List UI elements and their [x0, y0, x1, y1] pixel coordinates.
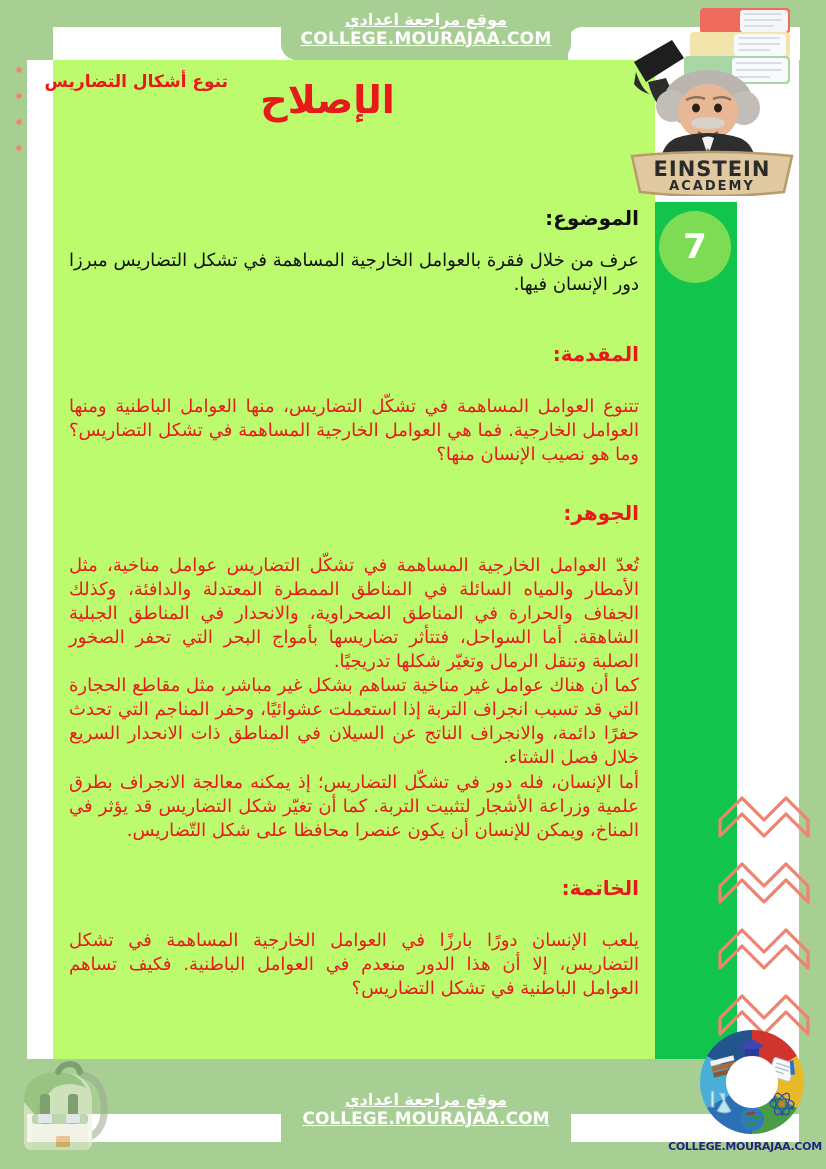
- chevron-decoration: [718, 782, 814, 1050]
- header-brand-url[interactable]: COLLEGE.MOURAJAA.COM: [300, 28, 552, 49]
- page-subtitle: تنوع أشكال التضاريس: [44, 72, 228, 92]
- exercise-number-badge: [659, 211, 731, 283]
- section-heading-introduction: المقدمة:: [552, 342, 639, 367]
- section-text-core-3: أما الإنسان، فله دور في تشكّل التضاريس؛ إذ يمكنه معالجة الانجراف بطرق علمية وزراعة الأشجار لتثبيت التربة. كما أن تغيّر شكل التضاريس قد يؤثر في المناخ، ويمكن للإنسان أن يكون عنصرا محافظا على شكل التّضاريس.: [69, 771, 639, 841]
- section-text-topic: عرف من خلال فقرة بالعوامل الخارجية المساهمة في تشكل التضاريس مبرزا دور الإنسان فيها.: [69, 250, 639, 296]
- header-brand-arabic: موقع مراجعة اعدادي: [344, 10, 508, 30]
- section-text-conclusion: يلعب الإنسان دورًا بارزًا في العوامل الخارجية المساهمة في تشكل التضاريس، إلا أن هذا الدور منعدم في العوامل الباطنية. فكيف تساهم العوامل الباطنية في تشكل التضاريس؟: [69, 929, 639, 1000]
- section-text-core-2: كما أن هناك عوامل غير مناخية تساهم بشكل غير مباشر، مثل مقاطع الحجارة التي قد تسبب انجراف التربة إذا استعملت عشوائيًا، وحفر المناجم التي تحدث حفرًا دائمة، والانجراف الناتج عن السيلان في المناطق ذات الانحدار السريع خلال فصل الشتاء.: [69, 675, 639, 769]
- document-body: [53, 205, 655, 1011]
- section-heading-core: الجوهر:: [563, 500, 639, 525]
- footer-brand-arabic: موقع مراجعة اعدادي: [344, 1089, 508, 1109]
- section-introduction: [69, 341, 639, 467]
- section-text-core-1: تُعدّ العوامل الخارجية المساهمة في تشكّل التضاريس عوامل مناخية، مثل الأمطار والمياه السائلة في المناطق الممطرة المعتدلة والدافئة، وكذلك الجفاف والحرارة في المناطق الصحراوية، والانحدار في المناطق الجبلية الشاهقة. أما السواحل، فتتأثر تضاريسها بأمواج البحر التي تحفر الصخور الصلبة وتنقل الرمال وتغيّر شكلها تدريجيًا.: [69, 554, 639, 672]
- section-text-introduction: تتنوع العوامل المساهمة في تشكّل التضاريس، منها العوامل الباطنية ومنها العوامل الخارجية. فما هي العوامل الخارجية المساهمة في تشكل التضاريس؟ وما هو نصيب الإنسان منها؟: [69, 396, 639, 466]
- academy-sign: [632, 152, 792, 196]
- section-conclusion: [69, 875, 639, 1001]
- svg-text:ACADEMY: ACADEMY: [669, 179, 755, 194]
- page-title: الإصلاح: [260, 78, 395, 122]
- section-heading-topic: الموضوع:: [545, 206, 639, 230]
- svg-text:EINSTEIN: EINSTEIN: [653, 157, 771, 181]
- education-wheel-icon: [694, 1024, 810, 1140]
- footer-brand-url[interactable]: COLLEGE.MOURAJAA.COM: [302, 1109, 550, 1130]
- section-core: [69, 500, 639, 843]
- footer-brand-tab[interactable]: [281, 1078, 571, 1142]
- section-topic: [69, 205, 639, 297]
- section-heading-conclusion: الخاتمة:: [561, 875, 639, 900]
- header-left-notch: [53, 27, 293, 60]
- einstein-mascot-illustration: [622, 0, 822, 196]
- footer-watermark-url: COLLEGE.MOURAJAA.COM: [668, 1140, 822, 1153]
- header-brand-tab[interactable]: [281, 0, 571, 60]
- backpack-illustration: [2, 1058, 122, 1162]
- exercise-number-value: 7: [683, 227, 707, 267]
